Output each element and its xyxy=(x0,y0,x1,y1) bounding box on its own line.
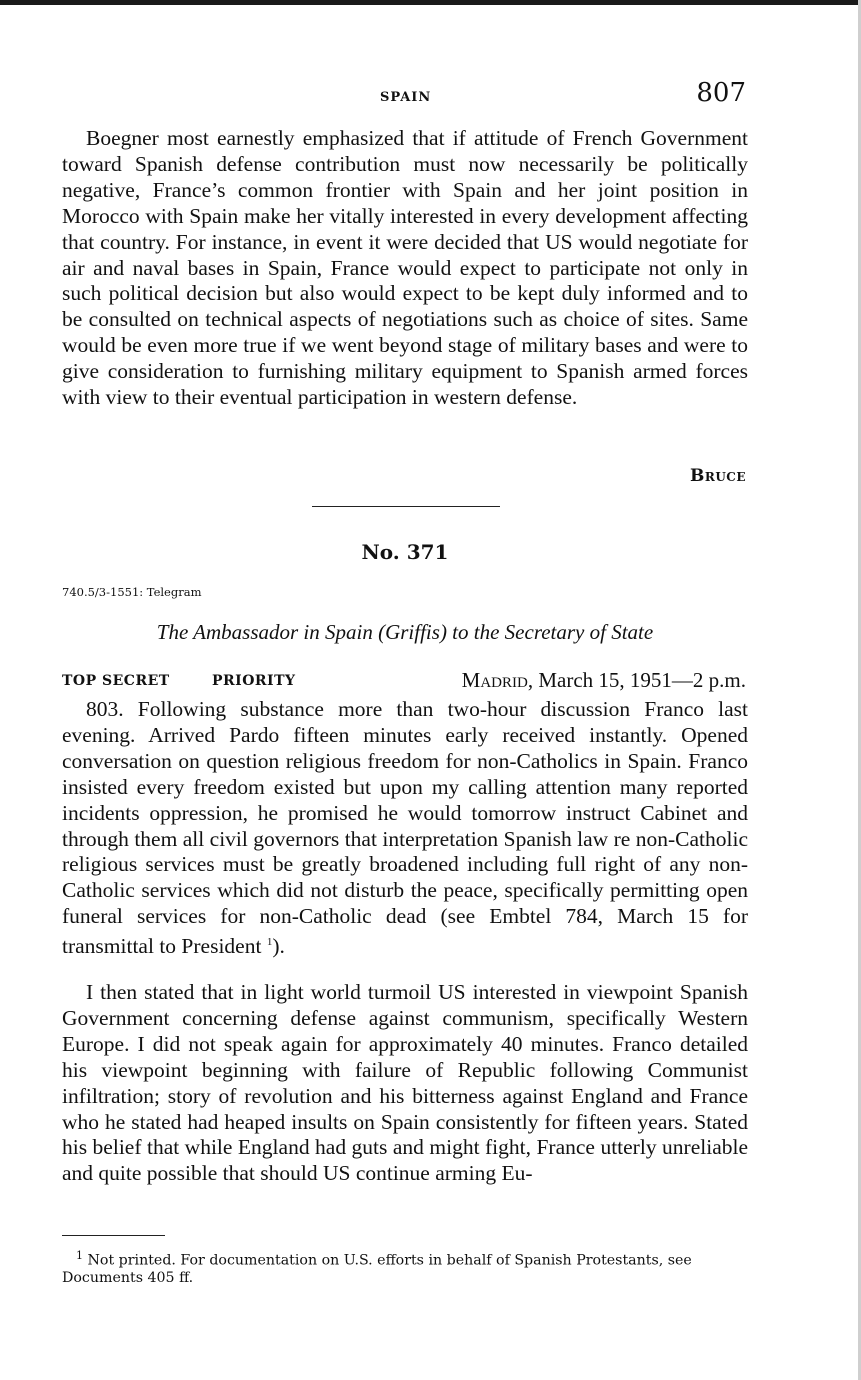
footnote-number: 1 xyxy=(76,1249,83,1262)
telegram-paragraph-1 xyxy=(62,697,748,960)
paragraph-1-end: ). xyxy=(272,934,285,959)
section-divider xyxy=(312,506,500,507)
footnote-divider xyxy=(62,1235,165,1236)
footnote-text: Not printed. For documentation on U.S. efforts in behalf of Spanish Protestants, see Documents 405 ff. xyxy=(62,1252,692,1286)
page-number: 807 xyxy=(696,78,746,108)
signature: Bruce xyxy=(689,466,746,486)
document-title: The Ambassador in Spain (Griffis) to the Secretary of State xyxy=(156,620,654,644)
telegram-paragraph-2: I then stated that in light world turmoil US interested in viewpoint Spanish Government concerning defense against communism, specifically Western Europe. I did not speak again for approximately 40 minutes. Franco detailed his viewpoint beginning with failure of Republic following Communist infiltration; story of revolution and his bitterness against England and France who he stated had heaped insults on Spain consistently for fifteen years. Stated his belief that while England had guts and might fight, France utterly unreliable and quite possible that should US continue arming Eu- xyxy=(62,980,748,1186)
dateline-date: , March 15, 1951—2 p.m. xyxy=(527,668,746,692)
running-head: SPAIN xyxy=(380,90,432,105)
paragraph-1-text: 803. Following substance more than two-hour discussion Franco last evening. Arrived Pardo fifteen minutes early received instantly. Opened conversation on question religious freedom for non-Catholics in Spain. Franco insisted every freedom existed but upon my calling attention many reported incidents oppression, he promised he would tomorrow instruct Cabinet and through them all civil governors that interpretation Spanish law re non-Catholic religious services must be greatly broadened including full right of any non-Catholic services which did not disturb the peace, specifically permitting open funeral services for non-Catholic dead (see Embtel 784, March 15 for transmittal to President xyxy=(62,697,748,959)
classification: TOP SECRET xyxy=(62,673,170,689)
dateline xyxy=(462,668,746,693)
document-number: No. 371 xyxy=(361,540,449,564)
dateline-place: Madrid xyxy=(461,668,528,692)
top-edge-bar xyxy=(0,0,861,5)
prior-document-paragraph: Boegner most earnestly emphasized that if attitude of French Government toward Spanish defense contribution must now necessarily be politically negative, France’s common frontier with Spain and her joint position in Morocco with Spain make her vitally interested in every development affecting that country. For instance, in event it were decided that US would negotiate for air and naval bases in Spain, France would expect to participate not only in such political decision but also would expect to be kept duly informed and to be consulted on technical aspects of negotiations such as choice of sites. Same would be even more true if we went beyond stage of military bases and were to give consideration to furnishing military equipment to Spanish armed forces with view to their eventual participation in western defense. xyxy=(62,126,748,410)
file-reference: 740.5/3-1551: Telegram xyxy=(62,585,202,599)
precedence: PRIORITY xyxy=(212,673,296,689)
footnote xyxy=(62,1247,748,1287)
footnote-marker: 1 xyxy=(266,936,273,949)
